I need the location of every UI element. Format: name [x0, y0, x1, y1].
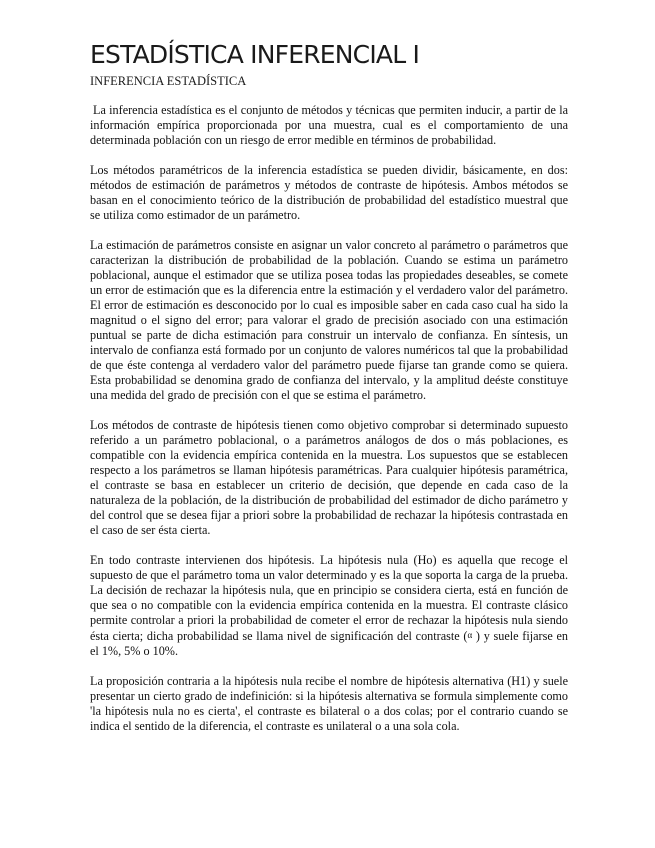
paragraph-null-hypothesis: [90, 553, 568, 659]
significance-levels-text: ) y suele fijarse en el 1%, 5% o 10%.: [90, 629, 568, 658]
document-title: ESTADÍSTICA INFERENCIAL I: [90, 40, 420, 69]
paragraph-inference-definition: La inferencia estadística es el conjunto de métodos y técnicas que permiten inducir, a partir de la información empírica proporcionada por una muestra, cual es el comportamiento de una determinada población con un riesgo de error medible en términos de probabilidad.: [90, 103, 568, 147]
paragraph-parameter-estimation: La estimación de parámetros consiste en asignar un valor concreto al parámetro o parámetros que caracterizan la distribución de probabilidad de la población. Cuando se estima un parámetro poblacional, aunque el estimador que se utiliza posea todas las propiedades deseables, se comete un error de estimación que es la diferencia entre la estimación y el verdadero valor del parámetro. El error de estimación es desconocido por lo cual es imposible saber en cada caso cual ha sido la magnitud o el signo del error; para valorar el grado de precisión asociado con una estimación puntual se parte de dicha estimación para construir un intervalo de confianza. En síntesis, un intervalo de confianza está formado por un conjunto de valores numéricos tal que la probabilidad de que éste contenga al verdadero valor del parámetro puede fijarse tan grande como se quiera. Esta probabilidad se denomina grado de confianza del intervalo, y la amplitud deéste constituye una medida del grado de precisión con el que se estima el parámetro.: [90, 238, 568, 402]
paragraph-alternative-hypothesis: La proposición contraria a la hipótesis nula recibe el nombre de hipótesis alternativa (H1) y suele presentar un cierto grado de indefinición: si la hipótesis alternativa se formula simplemente como 'la hipótesis nula no es cierta', el contraste es bilateral o a dos colas; por el contrario cuando se indica el sentido de la diferencia, el contraste es unilateral o a una sola cola.: [90, 674, 568, 733]
paragraph-parametric-methods: Los métodos paramétricos de la inferencia estadística se pueden dividir, básicamente, en dos: métodos de estimación de parámetros y métodos de contraste de hipótesis. Ambos métodos se basan en el conocimiento teórico de la distribución de probabilidad del estadístico muestral que se utiliza como estimador de un parámetro.: [90, 163, 568, 222]
null-hypothesis-text: En todo contraste intervienen dos hipótesis. La hipótesis nula (Ho) es aquella que recoge el supuesto de que el parámetro toma un valor determinado y es la que soporta la carga de la prueba. La decisión de rechazar la hipótesis nula, que en principio se considera cierta, está en función de que sea o no compatible con la evidencia empírica contenida en la muestra. El contraste clásico permite controlar a priori la probabilidad de cometer el error de rechazar la hipótesis nula siendo ésta cierta; dicha probabilidad se llama nivel de significación del contraste (: [90, 553, 568, 643]
document-subtitle: INFERENCIA ESTADÍSTICA: [90, 74, 247, 88]
alpha-symbol: α: [467, 630, 473, 640]
paragraph-hypothesis-testing: Los métodos de contraste de hipótesis tienen como objetivo comprobar si determinado supuesto referido a un parámetro poblacional, o a parámetros análogos de dos o más poblaciones, es compatible con la evidencia empírica contenida en la muestra. Los supuestos que se establecen respecto a los parámetros se llaman hipótesis paramétricas. Para cualquier hipótesis paramétrica, el contraste se basa en establecer un criterio de decisión, que depende en cada caso de la naturaleza de la población, de la distribución de probabilidad del estimador de dicho parámetro y del control que se desea fijar a priori sobre la probabilidad de rechazar la hipótesis contrastada en el caso de ser ésta cierta.: [90, 418, 568, 537]
